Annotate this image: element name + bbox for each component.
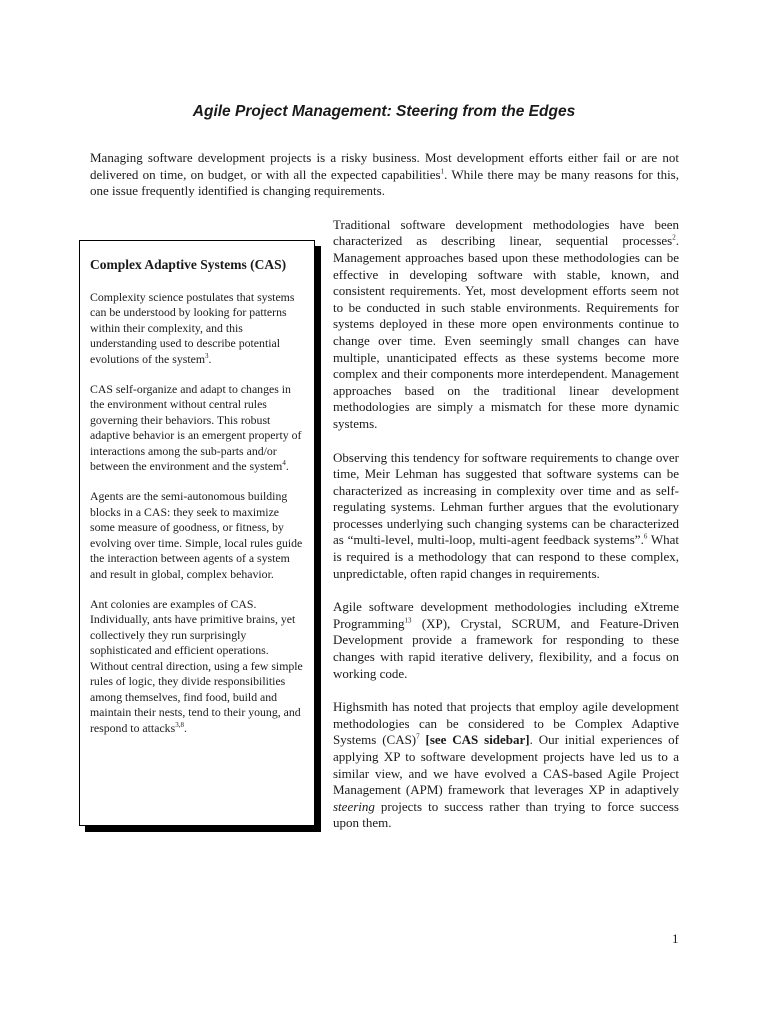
paragraph-traditional: Traditional software development methodologies have been characterized as describing linear, sequential processes$^2$. Management approaches based upon these methodologies can be effective in developing software with stable, known, and consistent requirements. Yet, most development efforts seem not to be conducted in such stable environments. Requirements for systems deployed in these more open environments continue to change over time. Even seemingly small changes can have multiple, unanticipated effects as these systems become more complex and their components more interdependent. Management approaches based on the traditional linear development methodologies are simply a mismatch for these more dynamic systems. <box>333 216 679 431</box>
page-number: 1 <box>672 931 679 946</box>
footnote-ref: 1 <box>440 167 445 176</box>
emphasis-steering: steering <box>333 798 375 814</box>
cas-sidebar <box>79 240 315 826</box>
footnote-ref: 7 <box>416 733 420 742</box>
paragraph-highsmith: Highsmith has noted that projects that employ agile development methodologies can be considered to be Complex Adaptive Systems (CAS)$^7$ [see CAS sidebar]. Our initial experiences of applying XP to software development projects have led us to a similar view, and we have evolved a CAS-based Agile Project Management (APM) framework that leverages XP in adaptively steering projects to success rather than trying to force success upon them. <box>333 699 680 831</box>
sidebar-paragraph: CAS self-organize and adapt to changes in the environment without central rules governing their behaviors. This robust adaptive behavior is an emergent property of interactions among the sub-parts and/or between the environment and the system$^4$. <box>90 381 302 473</box>
sidebar-paragraph: Agents are the semi-autonomous building blocks in a CAS: they seek to maximize some measure of goodness, or fitness, by evolving over time. Simple, local rules guide the interaction between agents of a system and result in global, complex behavior. <box>90 489 303 581</box>
paragraph-intro: Managing software development projects is a risky business. Most development efforts either fail or are not delivered on time, on budget, or with all the expected capabilities$^1$. While there may be many reasons for this, one issue frequently identified is changing requirements. <box>90 150 679 199</box>
sidebar-paragraph: Ant colonies are examples of CAS. Individually, ants have primitive brains, yet collectively they run surprisingly sophisticated and efficient operations. Without central direction, using a few simple rules of logic, they divide responsibilities among themselves, find food, build and maintain their nests, tend to their young, and respond to attacks$^{3,8}$. <box>90 596 303 735</box>
page-title: Agile Project Management: Steering from the Edges <box>192 103 576 120</box>
footnote-ref: 3,8 <box>175 720 184 729</box>
paragraph-agile: Agile software development methodologies including eXtreme Programming$^{13}$ (XP), Crystal, SCRUM, and Feature-Driven Development provide a framework for responding to these changes with rapid iterative delivery, flexibility, and a focus on working code. <box>333 599 679 681</box>
footnote-ref: 4 <box>282 459 286 468</box>
sidebar-heading: Complex Adaptive Systems (CAS) <box>90 257 287 272</box>
cas-sidebar-reference: [see CAS sidebar] <box>425 732 530 748</box>
footnote-ref: 13 <box>404 616 412 625</box>
paragraph-lehman: Observing this tendency for software requirements to change over time, Meir Lehman has suggested that software systems can be characterized as increasing in complexity over time and as self-regulating systems. Lehman further argues that the evolutionary processes underlying such changing systems can be characterized as “multi-level, multi-loop, multi-agent feedback systems”.$^6$ What is required is a methodology that can respond to these complex, unpredictable, often rapid changes in requirements. <box>333 449 679 581</box>
sidebar-paragraph: Complexity science postulates that systems can be understood by looking for patterns within their complexity, and this understanding used to describe potential evolutions of the system$^3$. <box>90 289 295 366</box>
footnote-ref: 6 <box>643 533 648 542</box>
footnote-ref: 2 <box>672 234 676 243</box>
footnote-ref: 3 <box>205 351 209 360</box>
